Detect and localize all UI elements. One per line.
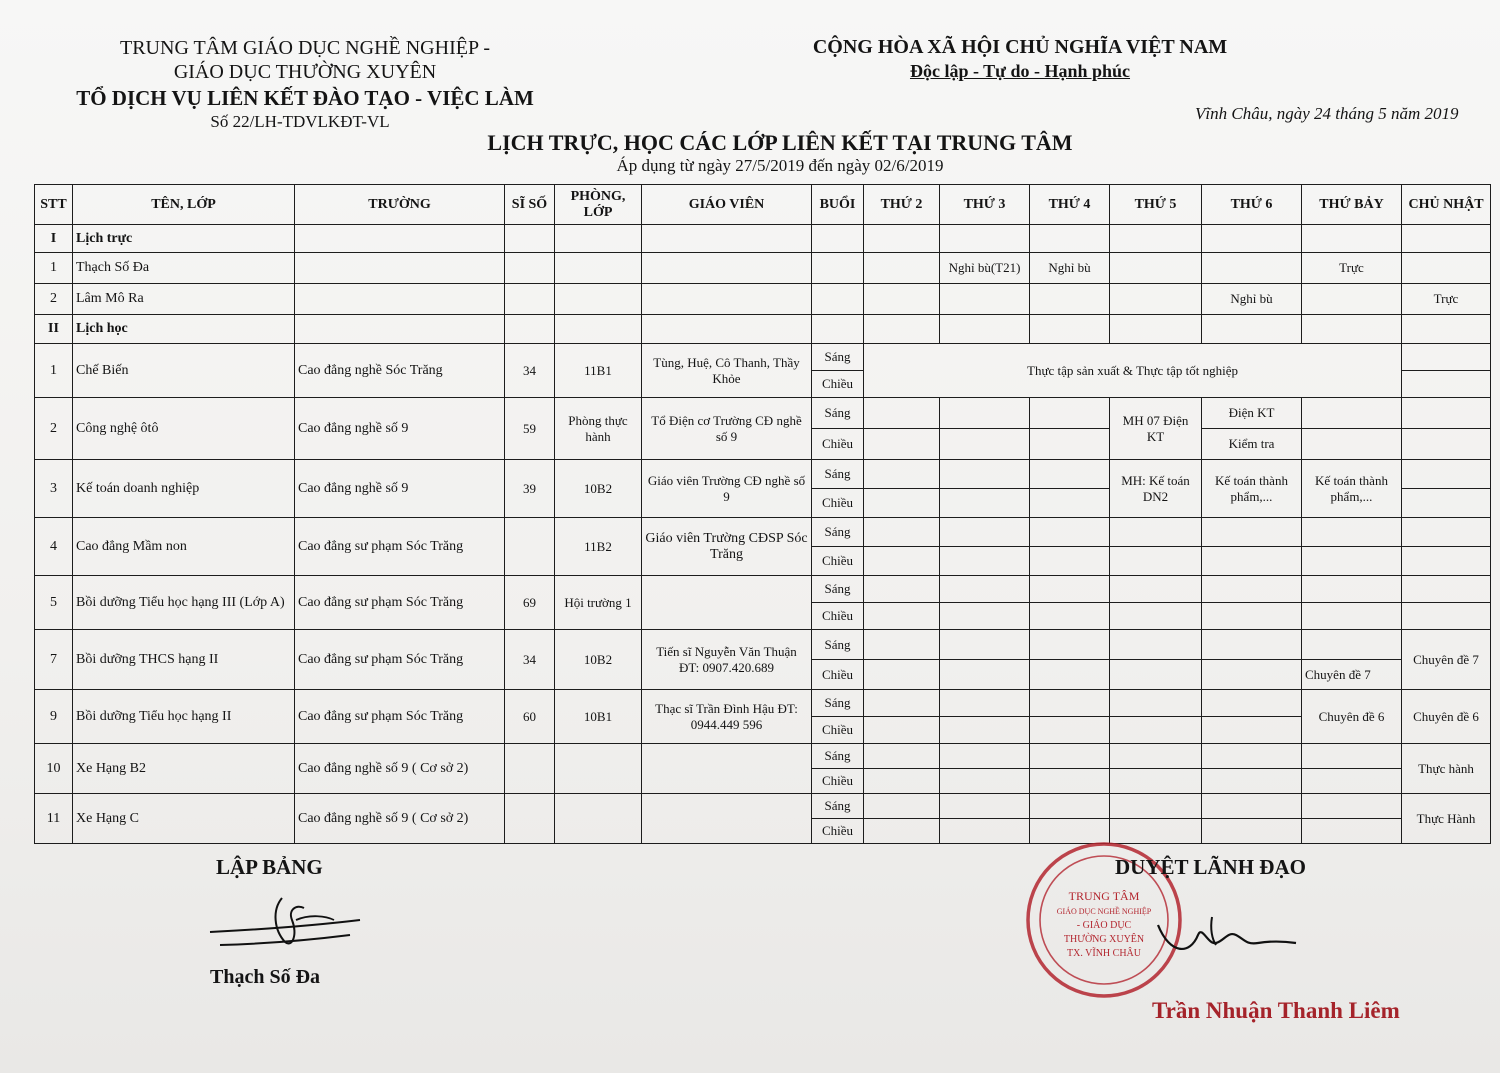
col-thu-bay: THỨ BẢY [1302, 185, 1402, 225]
table-row: 2 Lâm Mô Ra Nghỉ bù Trực [35, 284, 1491, 315]
place-date: Vĩnh Châu, ngày 24 tháng 5 năm 2019 [1195, 104, 1459, 123]
class-name: Bồi dưỡng Tiểu học hạng II [73, 690, 295, 744]
document-number: Số 22/LH-TDVLKĐT-VL [210, 112, 390, 131]
table-row: 10 Xe Hạng B2 Cao đẳng nghề số 9 ( Cơ sở 2) Sáng Thực hành [35, 744, 1491, 769]
table-row: 7 Bồi dưỡng THCS hạng II Cao đẳng sư phạm Sóc Trăng 34 10B2 Tiến sĩ Nguyễn Văn Thuận ĐT: 0907.420.689 Sáng Chuyên đề 7 [35, 630, 1491, 660]
signature-right-title: DUYỆT LÃNH ĐẠO [1115, 855, 1306, 879]
col-thu3: THỨ 3 [940, 185, 1030, 225]
section-label: Lịch học [73, 315, 295, 344]
seal-text-5: TX. VĨNH CHÂU [1067, 948, 1141, 959]
document-subtitle: Áp dụng từ ngày 27/5/2019 đến ngày 02/6/2019 [616, 156, 944, 175]
table-row: 11 Xe Hạng C Cao đẳng nghề số 9 ( Cơ sở 2) Sáng Thực Hành [35, 794, 1491, 819]
merged-note: Thực tập sản xuất & Thực tập tốt nghiệp [864, 344, 1402, 398]
col-ten-lop: TÊN, LỚP [73, 185, 295, 225]
duty-name: Thạch Số Đa [73, 253, 295, 284]
org-line-1: TRUNG TÂM GIÁO DỤC NGHỀ NGHIỆP - [120, 37, 490, 59]
signature-right-name: Trần Nhuận Thanh Liêm [1152, 998, 1400, 1023]
org-line-2: GIÁO DỤC THƯỜNG XUYÊN [173, 61, 437, 83]
col-phong-lop: PHÒNG, LỚP [555, 185, 642, 225]
section-number: I [35, 225, 73, 253]
table-row: 5 Bồi dưỡng Tiểu học hạng III (Lớp A) Cao đẳng sư phạm Sóc Trăng 69 Hội trường 1 Sáng [35, 576, 1491, 603]
table-row: 3 Kế toán doanh nghiệp Cao đẳng nghề số 9 39 10B2 Giáo viên Trường CĐ nghề số 9 Sáng MH: Kế toán DN2 Kế toán thành phẩm,... Kế toán thành phẩm,... [35, 460, 1491, 489]
section-row-duty [35, 225, 1491, 253]
table-row: 2 Công nghệ ôtô Cao đẳng nghề số 9 59 Phòng thực hành Tổ Điện cơ Trường CĐ nghề số 9 Sáng MH 07 Điện KT Điện KT [35, 398, 1491, 429]
seal-text-3: - GIÁO DỤC [1076, 920, 1132, 931]
org-line-3: TỔ DỊCH VỤ LIÊN KẾT ĐÀO TẠO - VIỆC LÀM [76, 86, 534, 110]
class-name: Bồi dưỡng Tiểu học hạng III (Lớp A) [73, 576, 295, 630]
class-school: Cao đẳng sư phạm Sóc Trăng [295, 630, 505, 690]
col-truong: TRƯỜNG [295, 185, 505, 225]
table-row: 4 Cao đẳng Mầm non Cao đẳng sư phạm Sóc Trăng 11B2 Giáo viên Trường CĐSP Sóc Trăng Sáng [35, 518, 1491, 547]
schedule-table: STT TÊN, LỚP TRƯỜNG SĨ SỐ PHÒNG, LỚP GIÁO VIÊN BUỔI THỨ 2 THỨ 3 THỨ 4 THỨ 5 THỨ 6 THỨ BẢY CHỦ NHẬT I Lịch trực 1 Thạch Số Đa Nghỉ bù(T21) Nghỉ bù Trực 2 Lâm Mô Ra Nghỉ bù Trực II Lịch học 1 Chế Biến Cao đẳng nghề Sóc Trăng 34 11B1 Tùng, Huệ, Cô Thanh, Thầy Khỏe Sáng Thực tập sản xuất & Thực tập tốt nghiệp Chiều 2 Công nghệ ôtô Cao đẳng nghề số 9 59 Phòng thực hành Tổ Điện cơ Trường CĐ nghề số 9 Sáng MH 07 Điện KT Điện KT Chiều Kiểm tra 3 Kế toán doanh nghiệp Cao đẳng nghề số 9 39 10B2 Giáo viên Trường CĐ nghề số 9 Sáng MH: Kế toán DN2 Kế toán thành phẩm,... Kế toán thành phẩm,... Chiều 4 Cao đẳng Mầm non Cao đẳng sư phạm Sóc Trăng 11B2 Giáo viên Trường CĐSP Sóc Trăng Sáng Chiều 5 Bồi dưỡng Tiểu học hạng III (Lớp A) Cao đẳng sư phạm Sóc Trăng 69 Hội trường 1 Sáng Chiều 7 Bồi dưỡng THCS hạng II Cao đẳng sư phạm Sóc Trăng 34 10B2 Tiến sĩ Nguyễn Văn Thuận ĐT: 0907.420.689 Sáng Chuyên đề 7 Chiều Chuyên đề 7 9 Bồi dưỡng Tiểu học hạng II Cao đẳng sư phạm Sóc Trăng 60 10B1 Thạc sĩ Trần Đình Hậu ĐT: 0944.449 596 Sáng Chuyên đề 6 Chuyên đề 6 Chiều 10 Xe Hạng B2 Cao đẳng nghề số 9 ( Cơ sở 2) Sáng Thực hành Chiều 11 Xe Hạng C Cao đẳng nghề số 9 ( Cơ sở 2) Sáng Thực Hành Chiều [34, 184, 1491, 844]
class-name: Chế Biến [73, 344, 295, 398]
col-giao-vien: GIÁO VIÊN [642, 185, 812, 225]
table-row: 1 Thạch Số Đa Nghỉ bù(T21) Nghỉ bù Trực [35, 253, 1491, 284]
motto: Độc lập - Tự do - Hạnh phúc [909, 61, 1131, 81]
col-si-so: SĨ SỐ [505, 185, 555, 225]
class-school: Cao đẳng nghề Sóc Trăng [295, 344, 505, 398]
class-name: Cao đẳng Mầm non [73, 518, 295, 576]
table-row: 9 Bồi dưỡng Tiểu học hạng II Cao đẳng sư phạm Sóc Trăng 60 10B1 Thạc sĩ Trần Đình Hậu ĐT: 0944.449 596 Sáng Chuyên đề 6 Chuyên đề 6 [35, 690, 1491, 717]
class-name: Xe Hạng B2 [73, 744, 295, 794]
class-school: Cao đẳng nghề số 9 [295, 460, 505, 518]
class-name: Kế toán doanh nghiệp [73, 460, 295, 518]
signature-left-title: LẬP BẢNG [216, 855, 323, 879]
class-school: Cao đẳng nghề số 9 ( Cơ sở 2) [295, 744, 505, 794]
section-label: Lịch trực [73, 225, 295, 253]
col-buoi: BUỔI [812, 185, 864, 225]
document-title: LỊCH TRỰC, HỌC CÁC LỚP LIÊN KẾT TẠI TRUNG TÂM [487, 130, 1073, 155]
class-school: Cao đẳng nghề số 9 [295, 398, 505, 460]
handwritten-signature-left [200, 890, 370, 960]
class-name: Bồi dưỡng THCS hạng II [73, 630, 295, 690]
class-school: Cao đẳng sư phạm Sóc Trăng [295, 690, 505, 744]
col-thu6: THỨ 6 [1202, 185, 1302, 225]
col-thu2: THỨ 2 [864, 185, 940, 225]
duty-name: Lâm Mô Ra [73, 284, 295, 315]
seal-text-1: TRUNG TÂM [1068, 889, 1140, 903]
class-name: Xe Hạng C [73, 794, 295, 844]
class-school: Cao đẳng sư phạm Sóc Trăng [295, 518, 505, 576]
seal-text-2: GIÁO DỤC NGHỀ NGHIỆP [1056, 907, 1152, 916]
seal-text-4: THƯỜNG XUYÊN [1063, 934, 1145, 945]
table-row: 1 Chế Biến Cao đẳng nghề Sóc Trăng 34 11B1 Tùng, Huệ, Cô Thanh, Thầy Khỏe Sáng Thực tập sản xuất & Thực tập tốt nghiệp [35, 344, 1491, 371]
country-name: CỘNG HÒA XÃ HỘI CHỦ NGHĨA VIỆT NAM [812, 36, 1228, 58]
col-stt: STT [35, 185, 73, 225]
section-number: II [35, 315, 73, 344]
handwritten-signature-right [1150, 905, 1300, 965]
col-thu5: THỨ 5 [1110, 185, 1202, 225]
class-school: Cao đẳng sư phạm Sóc Trăng [295, 576, 505, 630]
table-header-row [35, 185, 1491, 225]
issuing-organization [70, 36, 540, 132]
national-motto [790, 34, 1250, 82]
signature-left-name: Thạch Số Đa [210, 966, 321, 988]
section-row-study [35, 315, 1491, 344]
class-name: Công nghệ ôtô [73, 398, 295, 460]
class-school: Cao đẳng nghề số 9 ( Cơ sở 2) [295, 794, 505, 844]
col-thu4: THỨ 4 [1030, 185, 1110, 225]
col-chu-nhat: CHỦ NHẬT [1402, 185, 1491, 225]
